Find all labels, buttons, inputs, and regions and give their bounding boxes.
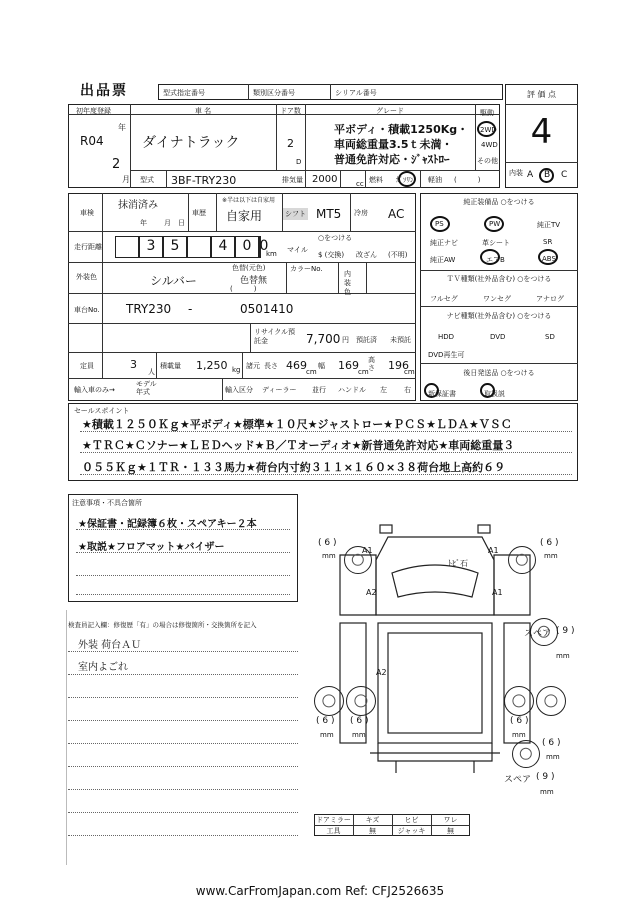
reg-year: R04: [80, 134, 104, 148]
mark-stone-chip: ﾄﾋﾞ石: [448, 559, 468, 568]
docs-manual-circle: [480, 383, 495, 398]
tv-analog: アナログ: [536, 295, 564, 303]
docs-manual: 取扱説: [484, 390, 505, 398]
grade-line-3: 普通免許対応・ｼﾞｬｽﾄﾛｰ: [334, 153, 450, 166]
interior-label: 内装: [509, 169, 523, 177]
odo-digit-4: [187, 236, 211, 258]
model-designation-label: 型式指定番号: [163, 89, 205, 97]
fuel-label: 燃料: [369, 176, 383, 184]
tire-front-right: [508, 546, 536, 574]
import-label: 輸入車のみ→: [74, 386, 115, 394]
sales-label: セールスポイント: [74, 407, 130, 415]
rating-label: 評 価 点: [526, 90, 557, 99]
navi-title: ナビ種類(社外品含む) ○をつける: [446, 312, 552, 320]
navi-hdd: HDD: [438, 333, 455, 341]
sales-line-3: ０５５Ｋｇ★１ＴＲ・１３３馬力★荷台内寸約３１１×１６０×３８荷台地上高約６９: [82, 461, 506, 474]
legend-value-2: 無: [369, 827, 376, 835]
mileage-unit: km: [266, 250, 277, 258]
legend-value-4: 無: [447, 827, 454, 835]
shaken-month: 月: [164, 219, 171, 227]
drive-other: その他: [477, 157, 498, 165]
notes-line-1: ★保証書・記録簿６枚・スペアキー２本: [78, 519, 257, 530]
color-label: 外装色: [76, 273, 97, 281]
tire-depth-rl1-value: 6: [322, 716, 329, 726]
legend-header-3: ヒビ: [404, 816, 419, 824]
tire-depth-fr: ( 6 ): [540, 538, 559, 548]
tire-depth-rr1: ( 6 ): [510, 716, 529, 726]
height-label: 高さ: [368, 356, 375, 372]
spare-label-2: スペア: [504, 775, 532, 785]
first-reg-label: 初年度登録: [76, 107, 111, 115]
spare-label-1: スペア: [524, 629, 552, 639]
load-unit: kg: [232, 366, 241, 374]
serial-no-label: シリアル番号: [335, 89, 377, 97]
equip-airbag-circle: [480, 249, 500, 265]
fuel-other: ( ): [454, 176, 481, 184]
legend-header-1: ドアミラー: [316, 816, 351, 824]
import-dealer: ディーラー: [262, 386, 297, 394]
interior-grade-c: C: [561, 170, 568, 180]
legend-header-2: キズ: [365, 816, 380, 824]
tire-depth-fl: ( 6 ): [318, 538, 337, 548]
disp-label: 排気量: [282, 176, 303, 184]
tv-oneseg: ワンセグ: [483, 295, 511, 303]
width-label: 幅: [318, 362, 325, 370]
equipment-title: 純正装備品 ○をつける: [463, 198, 535, 206]
usage-note: ※半は以下は自家用: [222, 197, 276, 204]
equip-abs-circle: [538, 249, 558, 265]
inspector-label: 検査員記入欄：修復歴「有」の場合は修復箇所・交換箇所を記入: [68, 621, 257, 629]
dims-label: 諸元: [246, 362, 260, 370]
drive-label: 駆動: [480, 109, 494, 117]
recycle-label: リサイクル預託金: [254, 328, 296, 345]
odo-digit-1: [115, 236, 139, 258]
tire-depth-rl2-value: 6: [356, 716, 363, 726]
import-parallel: 並行: [312, 386, 326, 394]
color-no-label: カラーNo.: [290, 265, 323, 273]
tire-unit-rr1: mm: [512, 731, 526, 739]
tire-depth-rr2-value: 6: [548, 738, 555, 748]
odo-value-6: 0: [242, 238, 252, 254]
equip-leather: 革シート: [482, 239, 510, 247]
import-class-label: 輸入区分: [225, 386, 253, 394]
tire-unit-fr: mm: [544, 552, 558, 560]
navi-dvd: DVD: [490, 333, 506, 341]
mileage-mile: マイル: [287, 246, 308, 254]
legend-value-3: ジャッキ: [397, 827, 426, 835]
shift-label: シフト: [285, 210, 306, 218]
load-value: 1,250: [196, 359, 228, 372]
color-paren: ( ): [230, 285, 257, 293]
equip-navi: 純正ナビ: [430, 239, 458, 247]
fuel-circle: [398, 171, 416, 187]
interior-grade-a: A: [527, 170, 534, 180]
doors-label: ドア数: [280, 107, 301, 115]
spare-depth-1-value: 9: [562, 626, 569, 636]
recycle-not-deposited: 未預託: [390, 336, 411, 344]
sheet-title: 出品票: [80, 83, 128, 99]
equip-pw-circle: [484, 216, 504, 232]
shaken-year: 年: [140, 219, 147, 227]
tire-unit-fl: mm: [322, 552, 336, 560]
tire-depth-rl2: ( 6 ): [350, 716, 369, 726]
type-label: 型式: [140, 176, 154, 184]
tire-depth-fl-value: 6: [324, 538, 331, 548]
seats-value: 3: [130, 358, 137, 371]
color-original-label: 色替(元色): [232, 264, 266, 272]
tv-fullseg: フルセグ: [430, 295, 458, 303]
legend-header-4: ワレ: [443, 816, 458, 824]
usage-label: 車歴: [192, 209, 206, 217]
spare-depth-2: ( 9 ): [536, 772, 555, 782]
sales-line-1: ★積載１２５０Ｋｇ★平ボディ★標準★１０尺★ジャストロー★ＰＣＳ★ＬＤＡ★ＶＳＣ: [82, 418, 512, 431]
notes-line-2: ★取説★フロアマット★バイザー: [78, 542, 225, 553]
equip-airbag: エアB: [486, 256, 505, 264]
color-repaint: 色替無: [240, 276, 268, 286]
mileage-exchange: $ (交換): [318, 251, 345, 259]
equip-sr: SR: [543, 238, 553, 246]
notes-label: 注意事項・不具合箇所: [72, 499, 142, 507]
equip-ps-circle: [430, 216, 450, 232]
seats-label: 定員: [80, 362, 94, 370]
tire-rear-left-outer: [314, 686, 344, 716]
grade-line-2: 車両総重量3.5ｔ未満・: [334, 138, 453, 151]
docs-warranty: 新保証書: [428, 390, 456, 398]
recycle-value: 7,700: [306, 332, 341, 346]
inspector-line-1: 外装 荷台ＡＵ: [78, 640, 142, 651]
shaken-day: 日: [178, 219, 185, 227]
shift-value: MT5: [316, 207, 342, 221]
drive-circle: [477, 121, 496, 137]
handle-left: 左: [380, 386, 387, 394]
sales-line-2: ★ＴＲＣ★Ｃソナー★ＬＥＤヘッド★Ｂ／Ｔオーディオ★新普通免許対応★車両総重量３: [82, 439, 515, 452]
docs-title: 後日発送品 ○をつける: [463, 369, 535, 377]
recycle-unit: 円: [342, 336, 349, 344]
drive-2wd: 2WD: [480, 126, 497, 134]
mark-a2-bed: A2: [376, 668, 387, 677]
color-value: シルバー: [150, 274, 197, 288]
mark-a1-right: A1: [492, 588, 503, 597]
tire-unit-rl2: mm: [352, 731, 366, 739]
docs-warranty-circle: [424, 383, 439, 398]
interior-color-label: 内装色: [344, 270, 351, 296]
disp-unit: cc: [356, 180, 364, 188]
length-unit: cm: [306, 368, 317, 376]
height-value: 196: [388, 359, 409, 372]
odo-value-2: 3: [146, 238, 156, 254]
reg-month: 2: [112, 157, 121, 172]
mileage-unknown: (不明): [388, 251, 408, 259]
year-unit: 年: [118, 123, 126, 132]
handle-right: 右: [404, 386, 411, 394]
height-unit: cm: [404, 368, 415, 376]
type-value: 3BF-TRY230: [171, 174, 237, 187]
width-unit: cm: [358, 368, 369, 376]
spare-unit-1: mm: [556, 652, 570, 660]
tv-title: ＴＶ種類(社外品含む) ○をつける: [446, 275, 552, 283]
spare-unit-2: mm: [540, 788, 554, 796]
grade-line-1: 平ボディ・積載1250Kg・: [334, 123, 469, 136]
tire-rear-left-inner: [346, 686, 376, 716]
footer-ref: www.CarFromJapan.com Ref: CFJ2526635: [195, 884, 445, 898]
cooler-value: AC: [388, 207, 405, 221]
doors-value: 2: [287, 137, 294, 150]
category-no-label: 類別区分番号: [253, 89, 295, 97]
odo-value-5: 4: [218, 238, 228, 254]
interior-grade-b: B: [544, 170, 551, 180]
drive-4wd: 4WD: [481, 141, 498, 149]
chassis-label: 車台No.: [74, 306, 100, 314]
length-label: 長さ: [264, 362, 278, 370]
interior-grade-circle: [539, 168, 554, 183]
shaken-value: 抹消済み: [118, 200, 158, 211]
mark-a1-front-right: A1: [488, 546, 499, 555]
car-name-label: 車 名: [194, 107, 212, 115]
disp-value: 2000: [312, 174, 338, 185]
tire-depth-rl1: ( 6 ): [316, 716, 335, 726]
legend-value-1: 工具: [326, 827, 341, 835]
doors-unit: D: [296, 158, 302, 166]
tire-depth-fr-value: 6: [546, 538, 553, 548]
chassis-number: 0501410: [240, 302, 294, 316]
tire-depth-rr2: ( 6 ): [542, 738, 561, 748]
chassis-dash: -: [188, 302, 193, 316]
shaken-label: 車検: [80, 209, 94, 217]
fuel-gas: ｶﾞｿﾘﾝ: [396, 176, 414, 184]
spare-tire-2: [512, 740, 540, 768]
tire-rear-right-outer: [536, 686, 566, 716]
spare-depth-2-value: 9: [542, 772, 549, 782]
equip-tv: 純正TV: [537, 221, 561, 229]
load-label: 積載量: [160, 362, 181, 370]
month-unit: 月: [122, 175, 130, 184]
chassis-prefix: TRY230: [126, 302, 172, 316]
inspector-line-2: 室内よごれ: [78, 662, 128, 673]
tire-front-left: [344, 546, 372, 574]
width-value: 169: [338, 359, 359, 372]
seats-unit: 人: [148, 368, 155, 376]
tire-rear-right-inner: [504, 686, 534, 716]
tire-unit-rl1: mm: [320, 731, 334, 739]
equip-ps: PS: [435, 220, 444, 228]
mark-a2-left: A2: [366, 588, 377, 597]
model-year-label: モデル年式: [136, 380, 157, 396]
mileage-note: ○をつける: [318, 234, 353, 242]
car-name: ダイナトラック: [142, 135, 240, 151]
equip-pw: PW: [489, 220, 501, 228]
navi-dvd-play: DVD再生可: [428, 351, 465, 359]
odo-value-7: 0: [259, 238, 269, 254]
mileage-label: 走行距離: [74, 243, 102, 251]
odo-value-3: 5: [170, 238, 180, 254]
equip-abs: ABS: [542, 255, 556, 263]
mark-a1-front-left: A1: [362, 546, 373, 555]
fuel-diesel: 軽油: [428, 176, 442, 184]
navi-sd: SD: [545, 333, 555, 341]
mileage-tamper: 改ざん: [356, 251, 377, 259]
cooler-label: 冷房: [354, 209, 368, 217]
rating-value: 4: [530, 112, 553, 152]
handle-label: ハンドル: [338, 386, 366, 394]
tire-depth-rr1-value: 6: [516, 716, 523, 726]
recycle-deposited: 預託済: [356, 336, 377, 344]
tire-unit-rr2: mm: [546, 753, 560, 761]
length-value: 469: [286, 359, 307, 372]
equip-aw: 純正AW: [430, 256, 456, 264]
usage-value: 自家用: [226, 209, 263, 223]
spare-depth-1: ( 9 ): [556, 626, 575, 636]
grade-label: グレード: [376, 107, 404, 115]
